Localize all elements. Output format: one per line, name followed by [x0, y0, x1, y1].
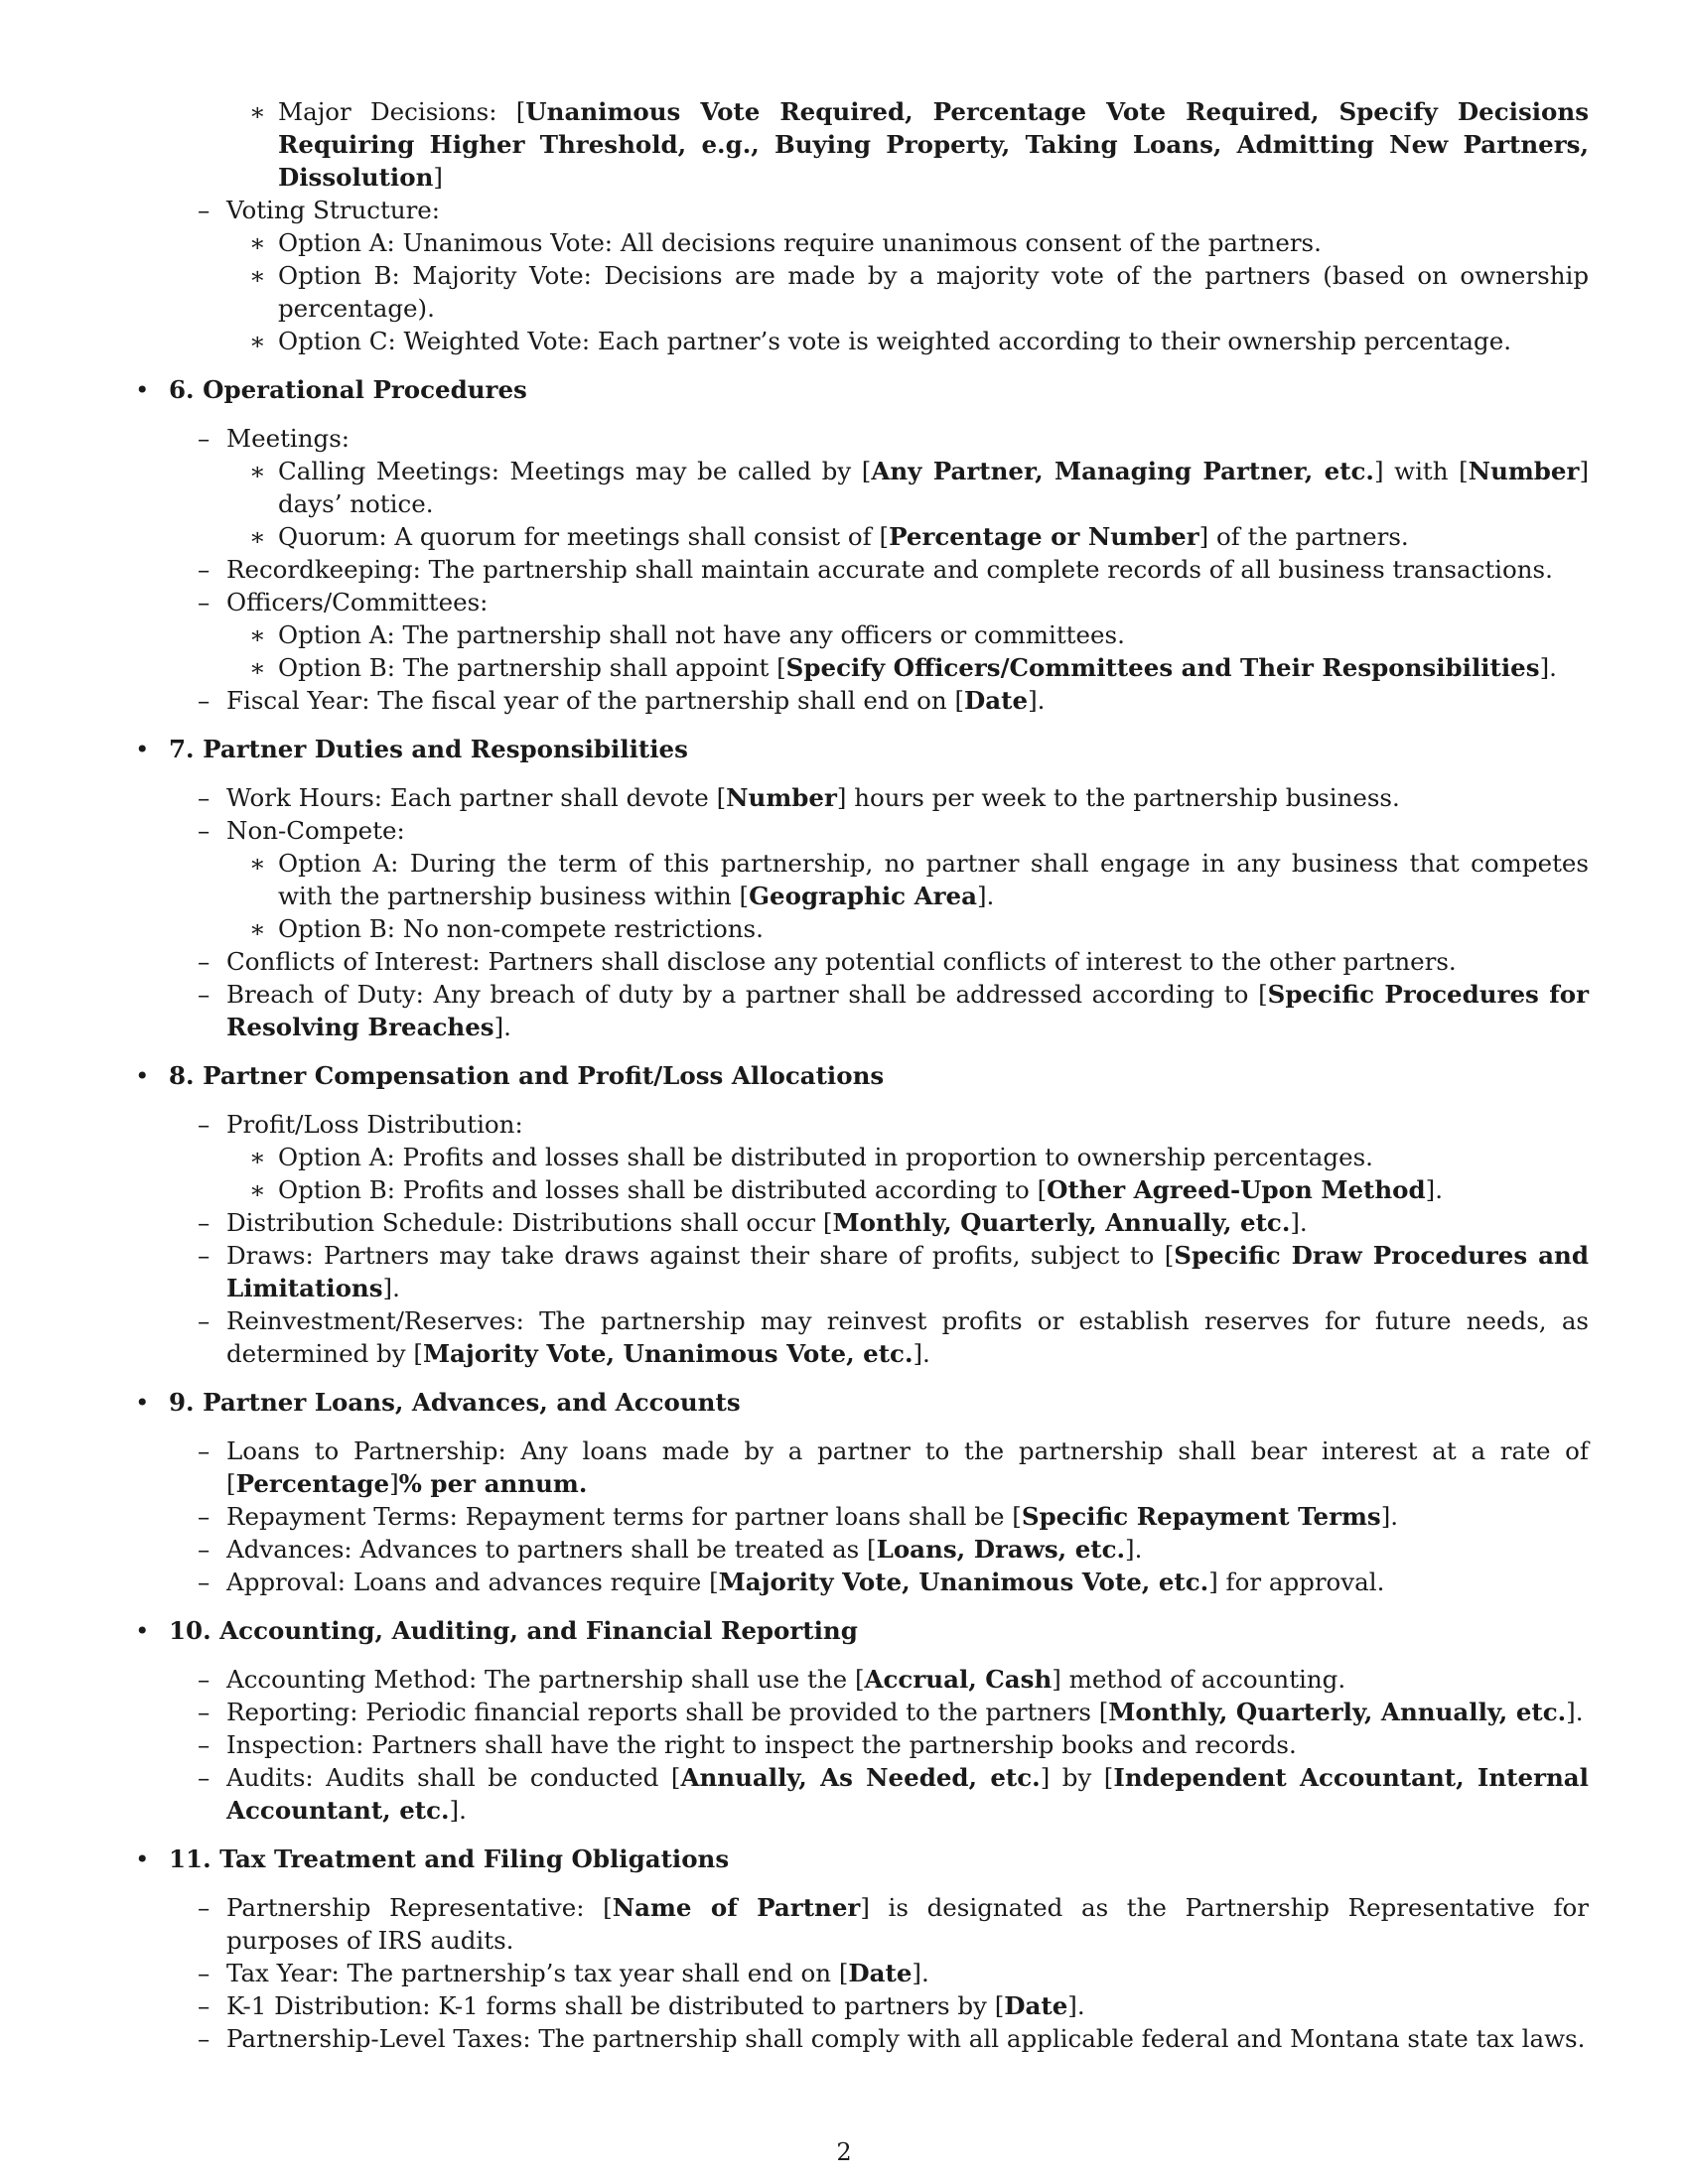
list-item: ∗ Calling Meetings: Meetings may be called by [Any Partner, Managing Partner, etc.] with [Number] days’ notice.	[249, 457, 1589, 518]
list-item: – Non-Compete:	[198, 816, 405, 845]
list-item: – Loans to Partnership: Any loans made by a partner to the partnership shall bear interest at a rate of [Percentage]% per annum.	[198, 1436, 1589, 1498]
section-heading: • 8. Partner Compensation and Profit/Loss Allocations	[135, 1061, 885, 1090]
list-item: – Partnership Representative: [Name of Partner] is designated as the Partnership Representative for purposes of IRS audits.	[198, 1893, 1589, 1955]
list-item: ∗ Option B: No non-compete restrictions.	[249, 914, 764, 943]
list-item: – Breach of Duty: Any breach of duty by a partner shall be addressed according to [Specific Procedures for Resolving Breaches].	[198, 980, 1590, 1041]
section-heading: • 6. Operational Procedures	[135, 375, 527, 404]
section-heading: • 11. Tax Treatment and Filing Obligations	[135, 1844, 730, 1873]
list-item: – Fiscal Year: The fiscal year of the partnership shall end on [Date].	[198, 686, 1046, 715]
list-item: – Officers/Committees:	[198, 588, 489, 616]
list-item: ∗ Option A: Profits and losses shall be distributed in proportion to ownership percentages.	[249, 1143, 1373, 1171]
list-item: – Advances: Advances to partners shall be treated as [Loans, Draws, etc.].	[198, 1535, 1143, 1564]
list-item: ∗ Option A: During the term of this partnership, no partner shall engage in any business that competes with the partnership business within [Geographic Area].	[249, 849, 1589, 910]
list-item: ∗ Quorum: A quorum for meetings shall consist of [Percentage or Number] of the partners.	[249, 522, 1409, 551]
list-item: – Voting Structure:	[198, 196, 441, 224]
list-item: – Approval: Loans and advances require [Majority Vote, Unanimous Vote, etc.] for approval.	[198, 1568, 1385, 1596]
list-item: – Tax Year: The partnership’s tax year shall end on [Date].	[198, 1959, 929, 1987]
list-item: – Reporting: Periodic financial reports shall be provided to the partners [Monthly, Quarterly, Annually, etc.].	[198, 1698, 1584, 1726]
list-item: – Repayment Terms: Repayment terms for partner loans shall be [Specific Repayment Terms].	[198, 1502, 1399, 1531]
list-item: – Profit/Loss Distribution:	[198, 1110, 523, 1139]
list-item: ∗ Option C: Weighted Vote: Each partner’s vote is weighted according to their ownership percentage.	[249, 327, 1512, 355]
list-item: ∗ Option B: Profits and losses shall be distributed according to [Other Agreed-Upon Method].	[249, 1175, 1444, 1204]
list-item: ∗ Option A: The partnership shall not have any officers or committees.	[249, 620, 1125, 649]
list-item: – Work Hours: Each partner shall devote [Number] hours per week to the partnership business.	[198, 783, 1400, 812]
list-item: – Inspection: Partners shall have the right to inspect the partnership books and records.	[198, 1730, 1297, 1759]
page-number: 2	[836, 2138, 852, 2166]
section-heading: • 7. Partner Duties and Responsibilities	[135, 735, 688, 763]
list-item: – Conflicts of Interest: Partners shall disclose any potential conflicts of interest to the other partners.	[198, 947, 1457, 976]
list-item: ∗ Option B: Majority Vote: Decisions are made by a majority vote of the partners (based on ownership percentage).	[249, 261, 1589, 323]
list-item: – Accounting Method: The partnership shall use the [Accrual, Cash] method of accounting.	[198, 1665, 1346, 1694]
list-item: – Partnership-Level Taxes: The partnership shall comply with all applicable federal and Montana state tax laws.	[198, 2024, 1586, 2053]
list-item: ∗ Option A: Unanimous Vote: All decisions require unanimous consent of the partners.	[249, 228, 1322, 257]
section-heading: • 9. Partner Loans, Advances, and Accounts	[135, 1388, 741, 1417]
list-item: ∗ Option B: The partnership shall appoint [Specify Officers/Committees and Their Responsibilities].	[249, 653, 1557, 682]
list-item: – Draws: Partners may take draws against their share of profits, subject to [Specific Draw Procedures and Limitations].	[198, 1241, 1589, 1302]
list-item: ∗ Major Decisions: [Unanimous Vote Required, Percentage Vote Required, Specify Decisions Requiring Higher Threshold, e.g., Buying Property, Taking Loans, Admitting New Partners, Dissolution]	[249, 97, 1589, 192]
list-item: – Distribution Schedule: Distributions shall occur [Monthly, Quarterly, Annually, etc.].	[198, 1208, 1308, 1237]
list-item: – Meetings:	[198, 424, 351, 453]
section-heading: • 10. Accounting, Auditing, and Financial Reporting	[135, 1616, 858, 1645]
document-body	[127, 95, 1589, 2055]
list-item: – Reinvestment/Reserves: The partnership may reinvest profits or establish reserves for future needs, as determined by [Majority Vote, Unanimous Vote, etc.].	[198, 1306, 1589, 1368]
list-item: – Audits: Audits shall be conducted [Annually, As Needed, etc.] by [Independent Accountant, Internal Accountant, etc.].	[198, 1763, 1589, 1825]
list-item: – K-1 Distribution: K-1 forms shall be distributed to partners by [Date].	[198, 1991, 1085, 2020]
list-item: – Recordkeeping: The partnership shall maintain accurate and complete records of all business transactions.	[198, 555, 1553, 584]
